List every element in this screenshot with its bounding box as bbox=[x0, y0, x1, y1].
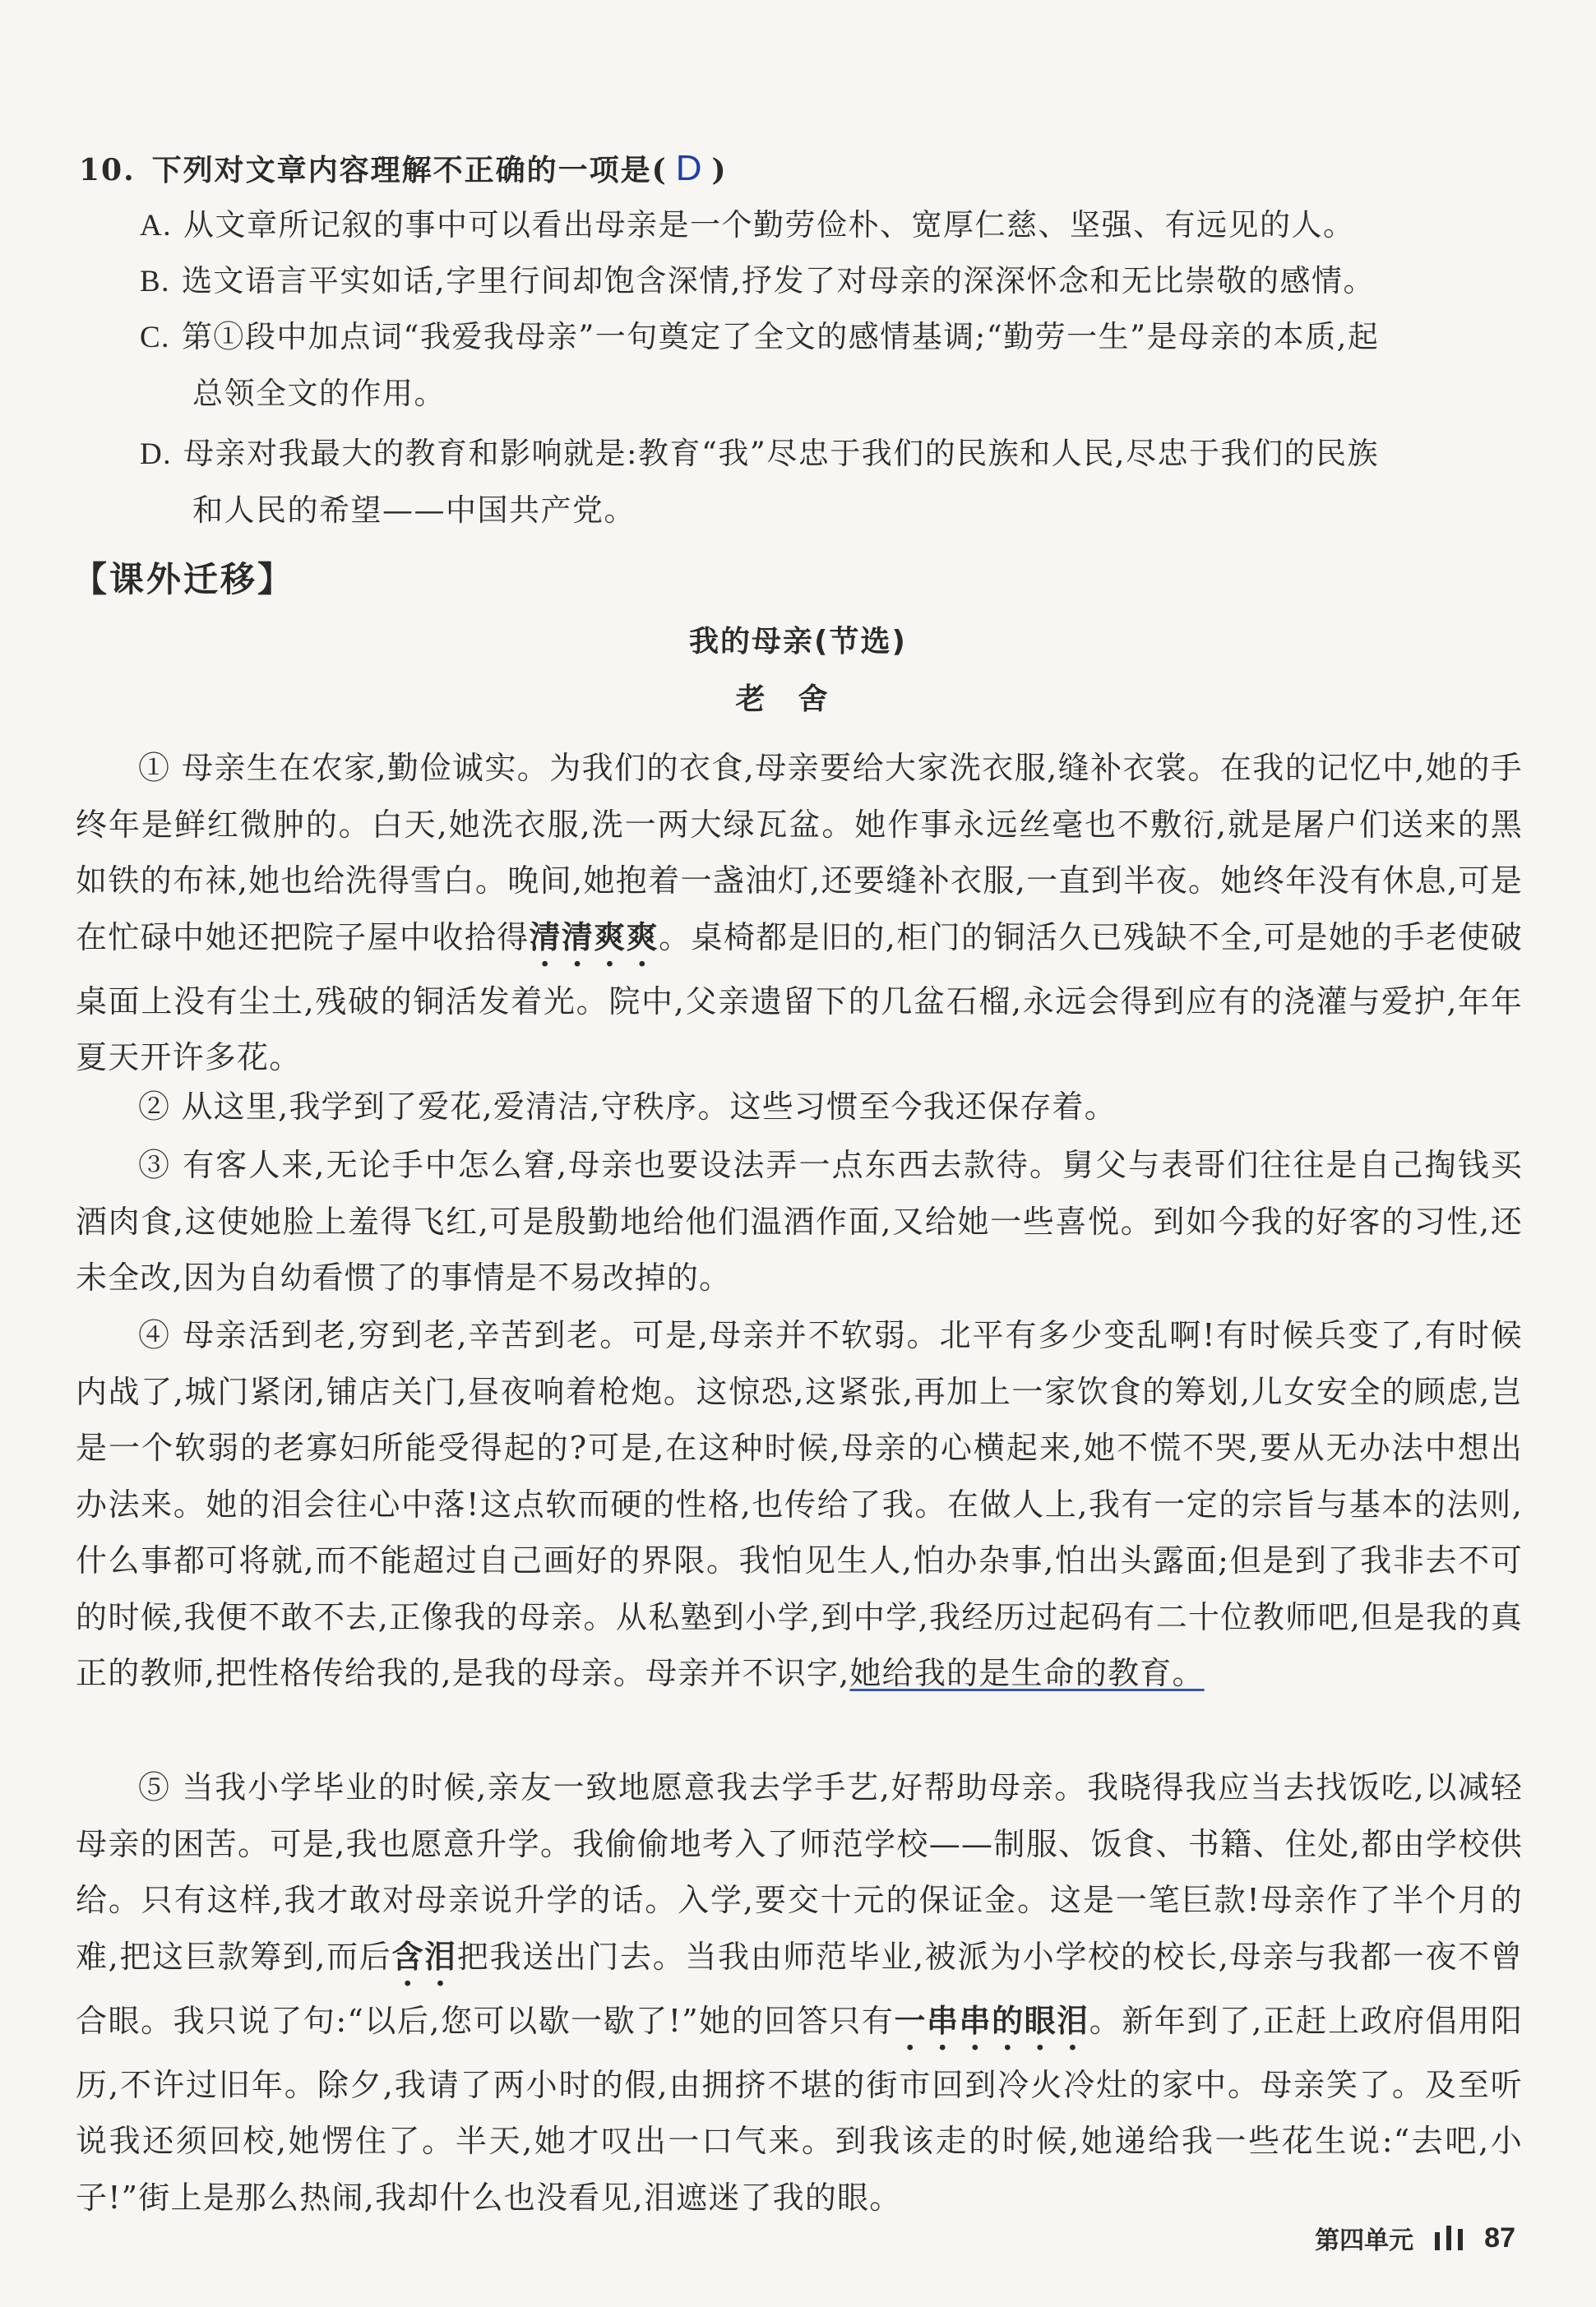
paragraph-3: ③ 有客人来,无论手中怎么窘,母亲也要设法弄一点东西去款待。舅父与表哥们往往是自己掏钱买酒肉食,这使她脸上羞得飞红,可是殷勤地给他们温酒作面,又给她一些喜悦。到如今我的好客的习性,还未全改,因为自幼看惯了的事情是不易改掉的。 bbox=[76, 1147, 1523, 1296]
article-author: 老舍 bbox=[735, 682, 861, 716]
section-title: 【课外迁移】 bbox=[72, 559, 295, 599]
question-stem-close: ) bbox=[711, 153, 728, 187]
underlined-sentence: 她给我的是生命的教育。 bbox=[849, 1655, 1205, 1691]
article-title: 我的母亲(节选) bbox=[689, 625, 907, 659]
decorative-bars-icon bbox=[1435, 2226, 1463, 2250]
page-footer bbox=[1315, 2220, 1515, 2256]
option-c: C. 第①段中加点词“我爱我母亲”一句奠定了全文的感情基调;“勤劳一生”是母亲的本质,起 总领全文的作用。 bbox=[140, 319, 1380, 411]
question-stem: 下列对文章内容理解不正确的一项是( bbox=[151, 153, 668, 187]
emphasis-dots: 一串串的眼泪 bbox=[894, 2001, 1089, 2039]
paragraph-2: ② 从这里,我学到了爱花,爱清洁,守秩序。这些习惯至今我还保存着。 bbox=[138, 1089, 1117, 1125]
unit-label: 第四单元 bbox=[1315, 2226, 1414, 2255]
option-a: A. 从文章所记叙的事中可以看出母亲是一个勤劳俭朴、宽厚仁慈、坚强、有远见的人。 bbox=[140, 207, 1355, 243]
paragraph-5: ⑤ 当我小学毕业的时候,亲友一致地愿意我去学手艺,好帮助母亲。我晓得我应当去找饭吃,以减轻母亲的困苦。可是,我也愿意升学。我偷偷地考入了师范学校——制服、饭食、书籍、住处,都由学校供给。只有这样,我才敢对母亲说升学的话。入学,要交十元的保证金。这是一笔巨款!母亲作了半个月的难,把这巨款筹到,而后含泪把我送出门去。当我由师范毕业,被派为小学校的校长,母亲与我都一夜不曾合眼。我只说了句:“以后,您可以歇一歇了!”她的回答只有一串串的眼泪。新年到了,正赶上政府倡用阳历,不许过旧年。除夕,我请了两小时的假,由拥挤不堪的街市回到冷火冷灶的家中。母亲笑了。及至听说我还须回校,她愣住了。半天,她才叹出一口气来。到我该走的时候,她递给我一些花生说:“去吧,小子!”街上是那么热闹,我却什么也没看见,泪遮迷了我的眼。 bbox=[76, 1769, 1524, 2216]
page-number: 87 bbox=[1484, 2221, 1515, 2254]
question-10-stem bbox=[79, 148, 728, 191]
option-d: D. 母亲对我最大的教育和影响就是:教育“我”尽忠于我们的民族和人民,尽忠于我们的民族 和人民的希望——中国共产党。 bbox=[140, 436, 1380, 528]
emphasis-dots: 清清爽爽 bbox=[529, 918, 659, 955]
option-b: B. 选文语言平实如话,字里行间却饱含深情,抒发了对母亲的深深怀念和无比崇敬的感情。 bbox=[140, 263, 1375, 298]
question-number: 10. bbox=[79, 153, 136, 187]
emphasis-dots: 含泪 bbox=[391, 1937, 457, 1975]
paragraph-1: ① 母亲生在农家,勤俭诚实。为我们的衣食,母亲要给大家洗衣服,缝补衣裳。在我的记忆中,她的手终年是鲜红微肿的。白天,她洗衣服,洗一两大绿瓦盆。她作事永远丝毫也不敷衍,就是屠户们送来的黑如铁的布袜,她也给洗得雪白。晚间,她抱着一盏油灯,还要缝补衣服,一直到半夜。她终年没有休息,可是在忙碌中她还把院子屋中收拾得清清爽爽。桌椅都是旧的,柜门的铜活久已残缺不全,可是她的手老使破桌面上没有尘土,残破的铜活发着光。院中,父亲遗留下的几盆石榴,永远会得到应有的浇灌与爱护,年年夏天开许多花。 bbox=[76, 750, 1523, 1075]
paragraph-4: ④ 母亲活到老,穷到老,辛苦到老。可是,母亲并不软弱。北平有多少变乱啊!有时候兵变了,有时候内战了,城门紧闭,铺店关门,昼夜响着枪炮。这惊恐,这紧张,再加上一家饮食的筹划,儿女安全的顾虑,岂是一个软弱的老寡妇所能受得起的?可是,在这种时候,母亲的心横起来,她不慌不哭,要从无办法中想出办法来。她的泪会往心中落!这点软而硬的性格,也传给了我。在做人上,我有一定的宗旨与基本的法则,什么事都可将就,而不能超过自己画好的界限。我怕见生人,怕办杂事,怕出头露面;但是到了我非去不可的时候,我便不敢不去,正像我的母亲。从私塾到小学,到中学,我经历过起码有二十位教师吧,但是我的真正的教师,把性格传给我的,是我的母亲。母亲并不识字,她给我的是生命的教育。 bbox=[76, 1317, 1523, 1691]
handwritten-answer: D bbox=[675, 148, 704, 188]
